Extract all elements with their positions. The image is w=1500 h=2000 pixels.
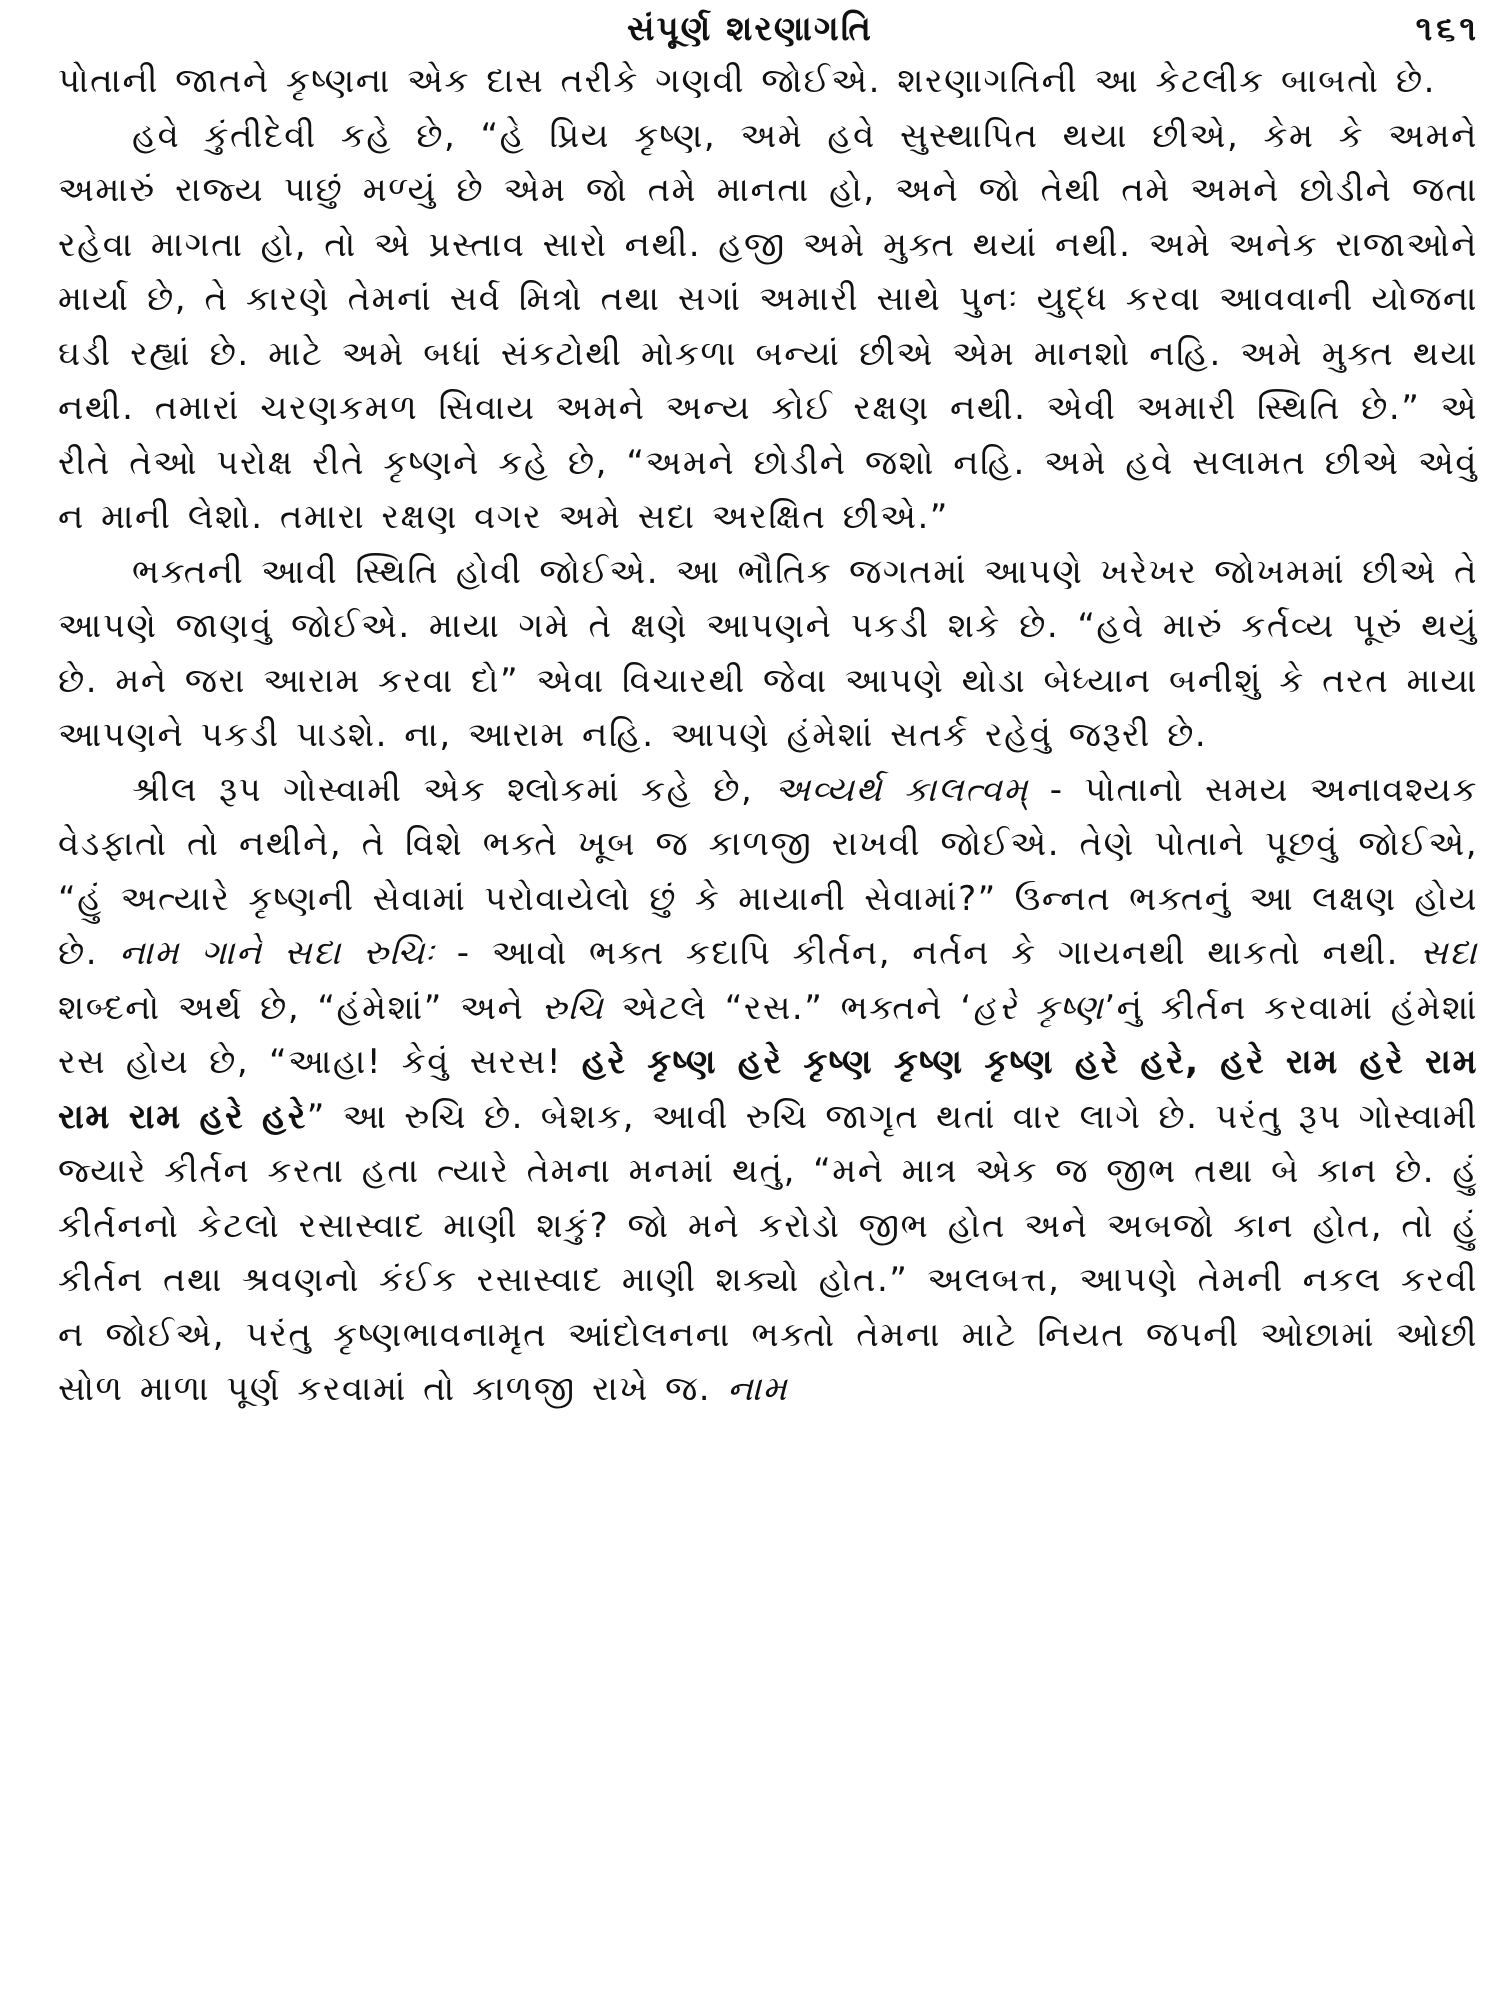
paragraph-2 (58, 109, 1478, 545)
paragraph-3 (58, 545, 1478, 763)
text-run: - આવો ભક્ત કદાપિ કીર્તન, નર્તન કે ગાયનથી થાકતો નથી. (435, 933, 1421, 973)
text-run: - પોતાનો સમય અનાવશ્યક વેડફાતો તો નથીને, તે વિશે ભક્તે ખૂબ જ કાળજી રાખવી જોઈએ. તેણે પોતાને પૂછવું જોઈએ, “હું અત્યારે કૃષ્ણની સેવામાં પરોવાયેલો છું કે માયાની સેવામાં?” ઉન્નત ભક્તનું આ લક્ષણ હોય છે. (58, 769, 1479, 973)
paragraph-text: હવે કુંતીદેવી કહે છે, “હે પ્રિય કૃષ્ણ, અમે હવે સુસ્થાપિત થયા છીએ, કેમ કે અમને અમારું રાજ્ય પાછું મળ્યું છે એમ જો તમે માનતા હો, અને જો તેથી તમે અમને છોડીને જતા રહેવા માગતા હો, તો એ પ્રસ્તાવ સારો નથી. હજી અમે મુક્ત થયાં નથી. અમે અનેક રાજાઓને માર્યા છે, તે કારણે તેમનાં સર્વ મિત્રો તથા સગાં અમારી સાથે પુનઃ યુદ્ધ કરવા આવવાની યોજના ઘડી રહ્યાં છે. માટે અમે બધાં સંકટોથી મોકળા બન્યાં છીએ એમ માનશો નહિ. અમે મુક્ત થયા નથી. તમારાં ચરણકમળ સિવાય અમને અન્ય કોઈ રક્ષણ નથી. એવી અમારી સ્થિતિ છે.” એ રીતે તેઓ પરોક્ષ રીતે કૃષ્ણને કહે છે, “અમને છોડીને જશો નહિ. અમે હવે સલામત છીએ એવું ન માની લેશો. તમારા રક્ષણ વગર અમે સદા અરક્ષિત છીએ.” (58, 115, 1478, 537)
italic-term: અવ્યર્થ કાલત્વમ્ (774, 769, 1029, 810)
bold-mantra: હરે કૃષ્ણ હરે કૃષ્ણ કૃષ્ણ કૃષ્ણ હરે હરે, હરે રામ હરે રામ રામ રામ હરે હરે (58, 1042, 1478, 1137)
paragraph-1 (58, 54, 1478, 109)
page-header (0, 4, 1500, 54)
text-run: ’નું કીર્તન કરવામાં હંમેશાં રસ હોય છે, “આહા! કેવું સરસ! (58, 987, 1479, 1082)
text-run: શબ્દનો અર્થ છે, “હંમેશાં” અને (58, 987, 542, 1028)
running-title: સંપૂર્ણ શરણાગતિ (627, 9, 873, 49)
paragraph-text: પોતાની જાતને કૃષ્ણના એક દાસ તરીકે ગણવી જોઈએ. શરણાગતિની આ કેટલીક બાબતો છે. (58, 61, 1436, 101)
paragraph-text: ભક્તની આવી સ્થિતિ હોવી જોઈએ. આ ભૌતિક જગતમાં આપણે ખરેખર જોખમમાં છીએ તે આપણે જાણવું જોઈએ. માયા ગમે તે ક્ષણે આપણને પકડી શકે છે. “હવે મારું કર્તવ્ય પૂરું થયું છે. મને જરા આરામ કરવા દો” એવા વિચારથી જેવા આપણે થોડા બેધ્યાન બનીશું કે તરત માયા આપણને પકડી પાડશે. ના, આરામ નહિ. આપણે હંમેશાં સતર્ક રહેવું જરૂરી છે. (58, 551, 1478, 755)
text-run: ” આ રુચિ છે. બેશક, આવી રુચિ જાગૃત થતાં વાર લાગે છે. પરંતુ રૂપ ગોસ્વામી જ્યારે કીર્તન કરતા હતા ત્યારે તેમના મનમાં થતું, “મને માત્ર એક જ જીભ તથા બે કાન છે. હું કીર્તનનો કેટલો રસાસ્વાદ માણી શકું? જો મને કરોડો જીભ હોત અને અબજો કાન હોત, તો હું કીર્તન તથા શ્રવણનો કંઈક રસાસ્વાદ માણી શક્યો હોત.” અલબત્ત, આપણે તેમની નકલ કરવી ન જોઈએ, પરંતુ કૃષ્ણભાવનામૃત આંદોલનના ભક્તો તેમના માટે નિયત જપની ઓછામાં ઓછી સોળ માળા પૂર્ણ કરવામાં તો કાળજી રાખે જ. (58, 1096, 1479, 1409)
italic-term: નામ ગાને સદા રુચિઃ (119, 933, 436, 973)
body-text (58, 54, 1478, 1417)
text-run: એટલે “રસ.” ભક્તને ‘ (604, 987, 973, 1028)
italic-term: રુચિ (541, 987, 605, 1028)
text-run: શ્રીલ રૂપ ગોસ્વામી એક શ્લોકમાં કહે છે, (132, 769, 775, 810)
italic-term: નામ (727, 1369, 789, 1409)
italic-term: હરે કૃષ્ણ (972, 987, 1105, 1028)
paragraph-4 (58, 763, 1478, 1417)
page-number: ૧૬૧ (1415, 9, 1480, 49)
italic-term: સદા (1420, 933, 1478, 973)
